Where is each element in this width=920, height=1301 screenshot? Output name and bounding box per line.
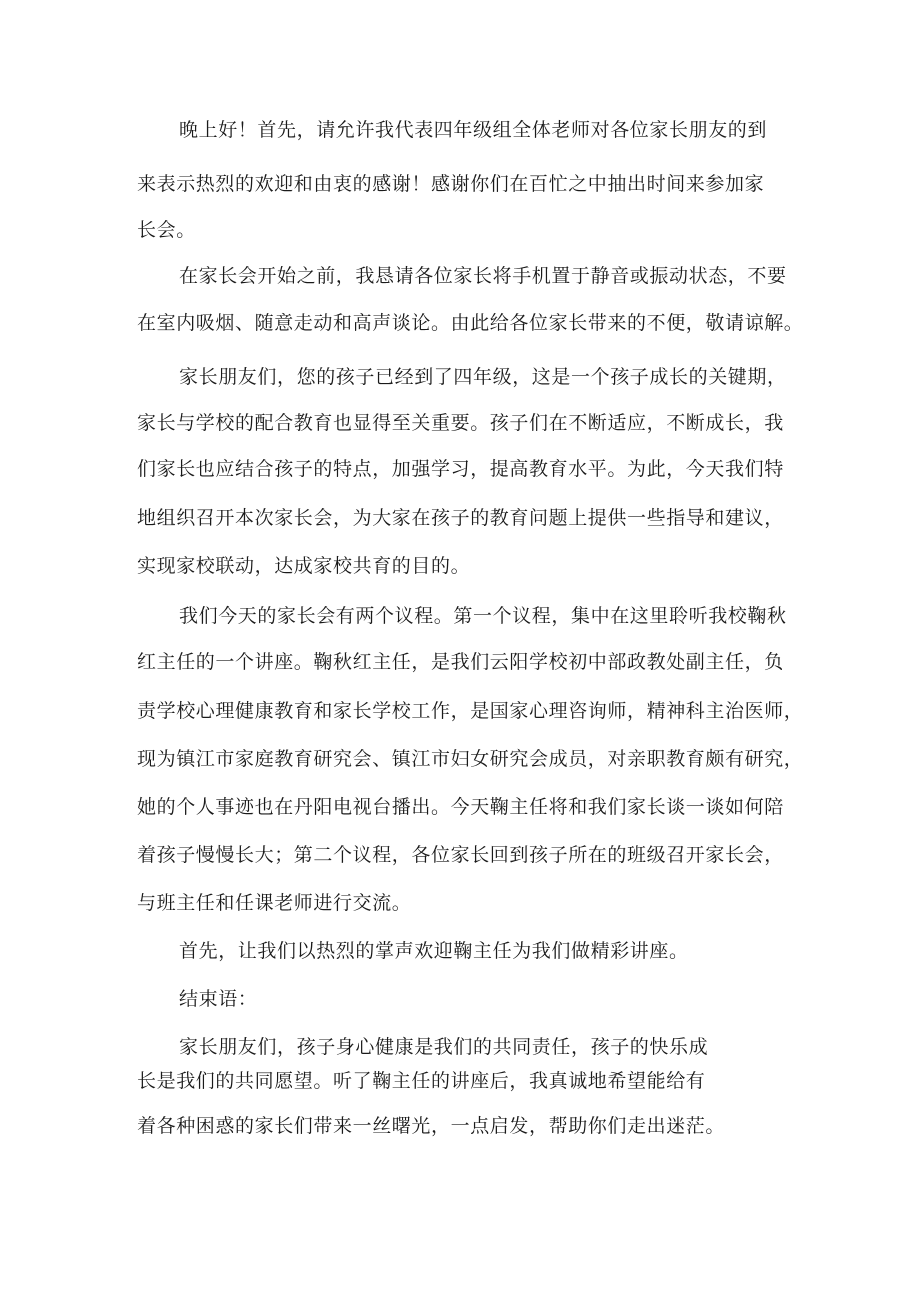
paragraph-1-line-1: 晚上好！首先，请允许我代表四年级组全体老师对各位家长朋友的到	[179, 119, 768, 141]
paragraph-7-line-1: 家长朋友们，孩子身心健康是我们的共同责任，孩子的快乐成	[179, 1036, 709, 1058]
paragraph-4-line-7: 与班主任和任课老师进行交流。	[137, 892, 412, 914]
paragraph-4-line-6: 着孩子慢慢长大；第二个议程，各位家长回到孩子所在的班级召开家长会，	[137, 844, 784, 866]
paragraph-4-line-1: 我们今天的家长会有两个议程。第一个议程，集中在这里聆听我校鞠秋	[179, 605, 787, 627]
paragraph-3-line-4: 地组织召开本次家长会，为大家在孩子的教育问题上提供一些指导和建议，	[137, 507, 784, 529]
paragraph-4-line-2: 红主任的一个讲座。鞠秋红主任，是我们云阳学校初中部政教处副主任，负	[137, 651, 784, 673]
paragraph-7-line-3: 着各种困惑的家长们带来一丝曙光，一点启发，帮助你们走出迷茫。	[137, 1115, 726, 1137]
paragraph-2-line-2: 在室内吸烟、随意走动和高声谈论。由此给各位家长带来的不便，敬请谅解。	[137, 312, 804, 334]
paragraph-1-line-3: 长会。	[137, 219, 196, 241]
paragraph-3-line-5: 实现家校联动，达成家校共育的目的。	[137, 555, 471, 577]
paragraph-3-line-2: 家长与学校的配合教育也显得至关重要。孩子们在不断适应，不断成长，我	[137, 412, 784, 434]
paragraph-5-line-1: 首先，让我们以热烈的掌声欢迎鞠主任为我们做精彩讲座。	[179, 940, 689, 962]
paragraph-7-line-2: 长是我们的共同愿望。听了鞠主任的讲座后，我真诚地希望能给有	[137, 1070, 706, 1092]
paragraph-4-line-4: 现为镇江市家庭教育研究会、镇江市妇女研究会成员，对亲职教育颇有研究，	[137, 748, 804, 770]
closing-heading: 结束语：	[179, 988, 258, 1010]
paragraph-4-line-3: 责学校心理健康教育和家长学校工作，是国家心理咨询师，精神科主治医师，	[137, 700, 804, 722]
paragraph-4-line-5: 她的个人事迹也在丹阳电视台播出。今天鞠主任将和我们家长谈一谈如何陪	[137, 796, 784, 818]
paragraph-2-line-1: 在家长会开始之前，我恳请各位家长将手机置于静音或振动状态，不要	[179, 265, 787, 287]
paragraph-3-line-1: 家长朋友们，您的孩子已经到了四年级，这是一个孩子成长的关键期，	[179, 366, 787, 388]
paragraph-1-line-2: 来表示热烈的欢迎和由衷的感谢！感谢你们在百忙之中抽出时间来参加家	[137, 173, 765, 195]
paragraph-3-line-3: 们家长也应结合孩子的特点，加强学习，提高教育水平。为此，今天我们特	[137, 458, 784, 480]
